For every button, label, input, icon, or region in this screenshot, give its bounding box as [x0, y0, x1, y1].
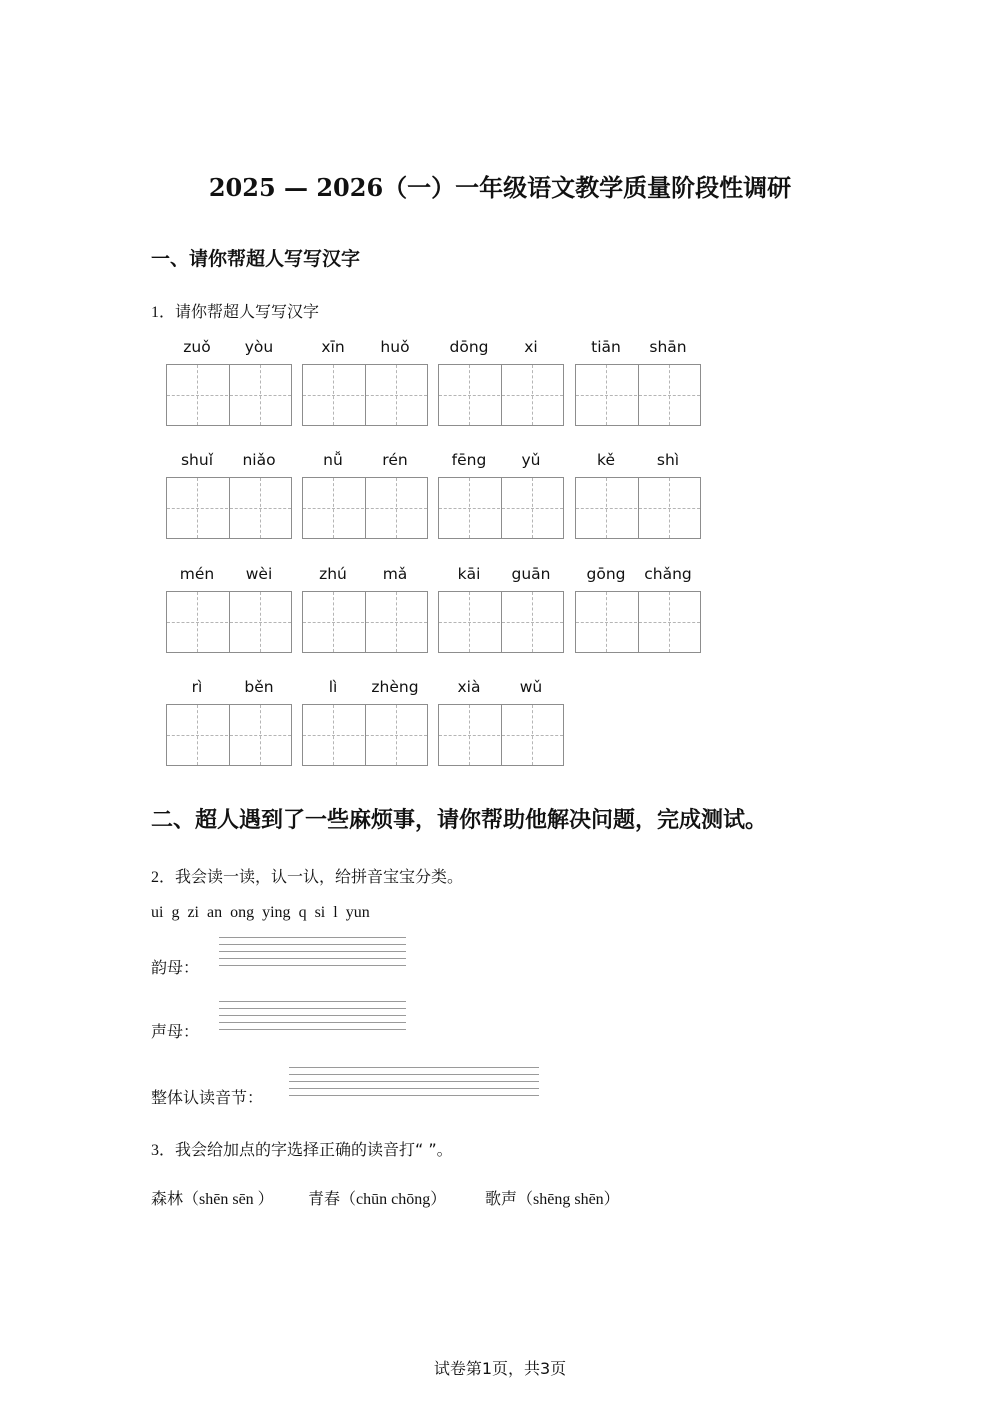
cell-guide-horizontal	[639, 508, 700, 509]
cell-guide-horizontal	[502, 735, 563, 736]
zhengti-label: 整体认读音节：	[151, 1088, 264, 1107]
pinyin-label: huǒ	[380, 338, 410, 356]
reading-options: （shēn sēn ）	[183, 1191, 274, 1208]
tianzige-cell[interactable]	[303, 478, 364, 538]
reading-item[interactable]	[485, 1186, 620, 1209]
tianzige-cell[interactable]	[365, 592, 427, 652]
tianzige-cell[interactable]	[576, 478, 637, 538]
pinyin-label: xià	[457, 678, 481, 696]
writing-group	[166, 451, 292, 539]
cell-guide-horizontal	[366, 508, 427, 509]
tianzige-cells	[438, 477, 564, 539]
pinyin-label: dōng	[449, 338, 489, 356]
shengmu-answer-lines[interactable]	[219, 1001, 406, 1036]
question-1-text: 请你帮超人写写汉字	[175, 302, 320, 321]
tianzige-cell[interactable]	[229, 592, 291, 652]
reading-options: （chūn chōng）	[340, 1191, 447, 1208]
cell-guide-horizontal	[576, 508, 637, 509]
tianzige-cell[interactable]	[638, 478, 700, 538]
pinyin-letter: ong	[230, 904, 255, 921]
tianzige-cell[interactable]	[303, 592, 364, 652]
writing-group	[438, 451, 564, 539]
pinyin-row	[302, 338, 428, 360]
tianzige-cell[interactable]	[229, 365, 291, 425]
page-footer: 试卷第1页，共3页	[433, 1359, 567, 1378]
cell-guide-horizontal	[366, 622, 427, 623]
pinyin-label: nǚ	[323, 451, 343, 469]
writing-group	[438, 678, 564, 766]
tianzige-cell[interactable]	[501, 478, 563, 538]
tianzige-cell[interactable]	[365, 365, 427, 425]
pinyin-label: guān	[511, 565, 551, 583]
pinyin-label: wèi	[245, 565, 273, 583]
writing-group	[302, 678, 428, 766]
tianzige-cell[interactable]	[501, 705, 563, 765]
pinyin-label: chǎng	[644, 565, 692, 583]
section-2-heading: 二、超人遇到了一些麻烦事，请你帮助他解决问题，完成测试。	[151, 808, 768, 833]
tianzige-cell[interactable]	[365, 478, 427, 538]
pinyin-label: mǎ	[382, 565, 408, 583]
cell-guide-horizontal	[167, 735, 228, 736]
tianzige-cells	[302, 364, 428, 426]
tianzige-cells	[302, 591, 428, 653]
writing-group	[302, 338, 428, 426]
writing-group	[166, 678, 292, 766]
pinyin-letter: g	[171, 904, 180, 921]
page-title: 2025 — 2026（一）一年级语文教学质量阶段性调研	[208, 173, 792, 202]
question-2-number: 2．	[151, 869, 176, 886]
cell-guide-horizontal	[303, 735, 364, 736]
pinyin-label: zhèng	[371, 678, 419, 696]
pinyin-row	[302, 565, 428, 587]
reading-options: （shēng shēn）	[517, 1191, 620, 1208]
pinyin-row	[302, 451, 428, 473]
zhengti-answer-lines[interactable]	[289, 1067, 539, 1102]
cell-guide-horizontal	[576, 395, 637, 396]
pinyin-row	[575, 338, 701, 360]
pinyin-row	[302, 678, 428, 700]
question-2	[151, 864, 463, 887]
tianzige-cell[interactable]	[576, 365, 637, 425]
tianzige-cell[interactable]	[365, 705, 427, 765]
tianzige-cell[interactable]	[167, 592, 228, 652]
section-1-heading: 一、请你帮超人写写汉字	[151, 248, 361, 270]
pinyin-label: kě	[597, 451, 615, 469]
cell-guide-horizontal	[639, 622, 700, 623]
tianzige-cell[interactable]	[638, 592, 700, 652]
tianzige-cells	[575, 591, 701, 653]
cell-guide-horizontal	[439, 622, 500, 623]
pinyin-letter: ying	[262, 904, 291, 921]
cell-guide-horizontal	[502, 508, 563, 509]
tianzige-cell[interactable]	[439, 705, 500, 765]
pinyin-label: zhú	[319, 565, 347, 583]
question-3-number: 3．	[151, 1142, 176, 1159]
tianzige-cell[interactable]	[501, 365, 563, 425]
question-1-number: 1．	[151, 304, 176, 321]
cell-guide-horizontal	[576, 622, 637, 623]
tianzige-cell[interactable]	[439, 478, 500, 538]
tianzige-cells	[438, 704, 564, 766]
pinyin-row	[575, 565, 701, 587]
writing-group	[575, 565, 701, 653]
tianzige-cell[interactable]	[638, 365, 700, 425]
pinyin-label: xīn	[321, 338, 345, 356]
pinyin-letter: ui	[151, 904, 164, 921]
question-3-text: 我会给加点的字选择正确的读音打“ ”。	[175, 1140, 453, 1159]
pinyin-row	[166, 678, 292, 700]
pinyin-label: gōng	[586, 565, 626, 583]
cell-guide-horizontal	[439, 508, 500, 509]
pinyin-label: shì	[656, 451, 680, 469]
cell-guide-horizontal	[167, 622, 228, 623]
pinyin-label: zuǒ	[183, 338, 211, 356]
pinyin-letter: si	[314, 904, 326, 921]
pinyin-label: kāi	[457, 565, 481, 583]
pinyin-label: tiān	[591, 338, 621, 356]
writing-group	[166, 338, 292, 426]
cell-guide-horizontal	[366, 395, 427, 396]
tianzige-cells	[166, 704, 292, 766]
pinyin-letter: an	[207, 904, 223, 921]
pinyin-letter: q	[298, 904, 307, 921]
cell-guide-horizontal	[639, 395, 700, 396]
shengmu-label: 声母：	[151, 1022, 200, 1041]
pinyin-label: shān	[649, 338, 687, 356]
pinyin-row	[166, 451, 292, 473]
pinyin-letter-list	[151, 904, 378, 922]
tianzige-cell[interactable]	[576, 592, 637, 652]
tianzige-cells	[438, 364, 564, 426]
cell-guide-horizontal	[230, 508, 291, 509]
cell-guide-horizontal	[167, 395, 228, 396]
cell-guide-horizontal	[230, 622, 291, 623]
question-3	[151, 1137, 453, 1160]
reading-word: 森林	[151, 1189, 184, 1208]
writing-group	[438, 565, 564, 653]
writing-group	[302, 565, 428, 653]
reading-item[interactable]	[308, 1186, 446, 1209]
reading-item[interactable]	[151, 1186, 274, 1209]
pinyin-label: rì	[191, 678, 203, 696]
tianzige-cell[interactable]	[167, 478, 228, 538]
pinyin-label: fēng	[451, 451, 487, 469]
cell-guide-horizontal	[439, 735, 500, 736]
tianzige-cells	[166, 364, 292, 426]
pinyin-row	[166, 338, 292, 360]
pinyin-label: xi	[524, 338, 538, 356]
tianzige-cell[interactable]	[229, 705, 291, 765]
pinyin-row	[438, 451, 564, 473]
tianzige-cells	[166, 591, 292, 653]
question-1	[151, 299, 319, 322]
pinyin-label: wǔ	[519, 678, 543, 696]
tianzige-cell[interactable]	[229, 478, 291, 538]
tianzige-cells	[575, 364, 701, 426]
pinyin-label: yòu	[244, 338, 274, 356]
question-2-text: 我会读一读，认一认，给拼音宝宝分类。	[175, 867, 464, 886]
tianzige-cell[interactable]	[439, 365, 500, 425]
yunmu-label: 韵母：	[151, 958, 200, 977]
pinyin-letter: l	[333, 904, 338, 921]
tianzige-cell[interactable]	[303, 365, 364, 425]
yunmu-answer-lines[interactable]	[219, 937, 406, 972]
cell-guide-horizontal	[230, 735, 291, 736]
reading-word: 歌声	[485, 1189, 518, 1208]
cell-guide-horizontal	[366, 735, 427, 736]
pinyin-label: mén	[179, 565, 215, 583]
cell-guide-horizontal	[230, 395, 291, 396]
tianzige-cells	[438, 591, 564, 653]
pinyin-label: yǔ	[521, 451, 541, 469]
tianzige-cells	[575, 477, 701, 539]
pinyin-label: rén	[382, 451, 408, 469]
tianzige-cell[interactable]	[439, 592, 500, 652]
cell-guide-horizontal	[439, 395, 500, 396]
writing-group	[438, 338, 564, 426]
pinyin-row	[438, 678, 564, 700]
writing-group	[575, 338, 701, 426]
pinyin-row	[438, 565, 564, 587]
reading-word: 青春	[308, 1189, 341, 1208]
writing-group	[302, 451, 428, 539]
tianzige-cells	[302, 477, 428, 539]
pinyin-label: niǎo	[242, 451, 276, 469]
tianzige-cells	[166, 477, 292, 539]
pinyin-letter: yun	[345, 904, 370, 921]
writing-group	[166, 565, 292, 653]
tianzige-cell[interactable]	[303, 705, 364, 765]
cell-guide-horizontal	[167, 508, 228, 509]
pinyin-label: shuǐ	[180, 451, 214, 469]
tianzige-cells	[302, 704, 428, 766]
tianzige-cell[interactable]	[501, 592, 563, 652]
tianzige-cell[interactable]	[167, 365, 228, 425]
pinyin-row	[575, 451, 701, 473]
writing-group	[575, 451, 701, 539]
pinyin-row	[438, 338, 564, 360]
pinyin-label: lì	[328, 678, 338, 696]
cell-guide-horizontal	[502, 395, 563, 396]
cell-guide-horizontal	[502, 622, 563, 623]
cell-guide-horizontal	[303, 395, 364, 396]
cell-guide-horizontal	[303, 508, 364, 509]
pinyin-letter: zi	[187, 904, 199, 921]
pinyin-label: běn	[244, 678, 274, 696]
cell-guide-horizontal	[303, 622, 364, 623]
tianzige-cell[interactable]	[167, 705, 228, 765]
pinyin-row	[166, 565, 292, 587]
